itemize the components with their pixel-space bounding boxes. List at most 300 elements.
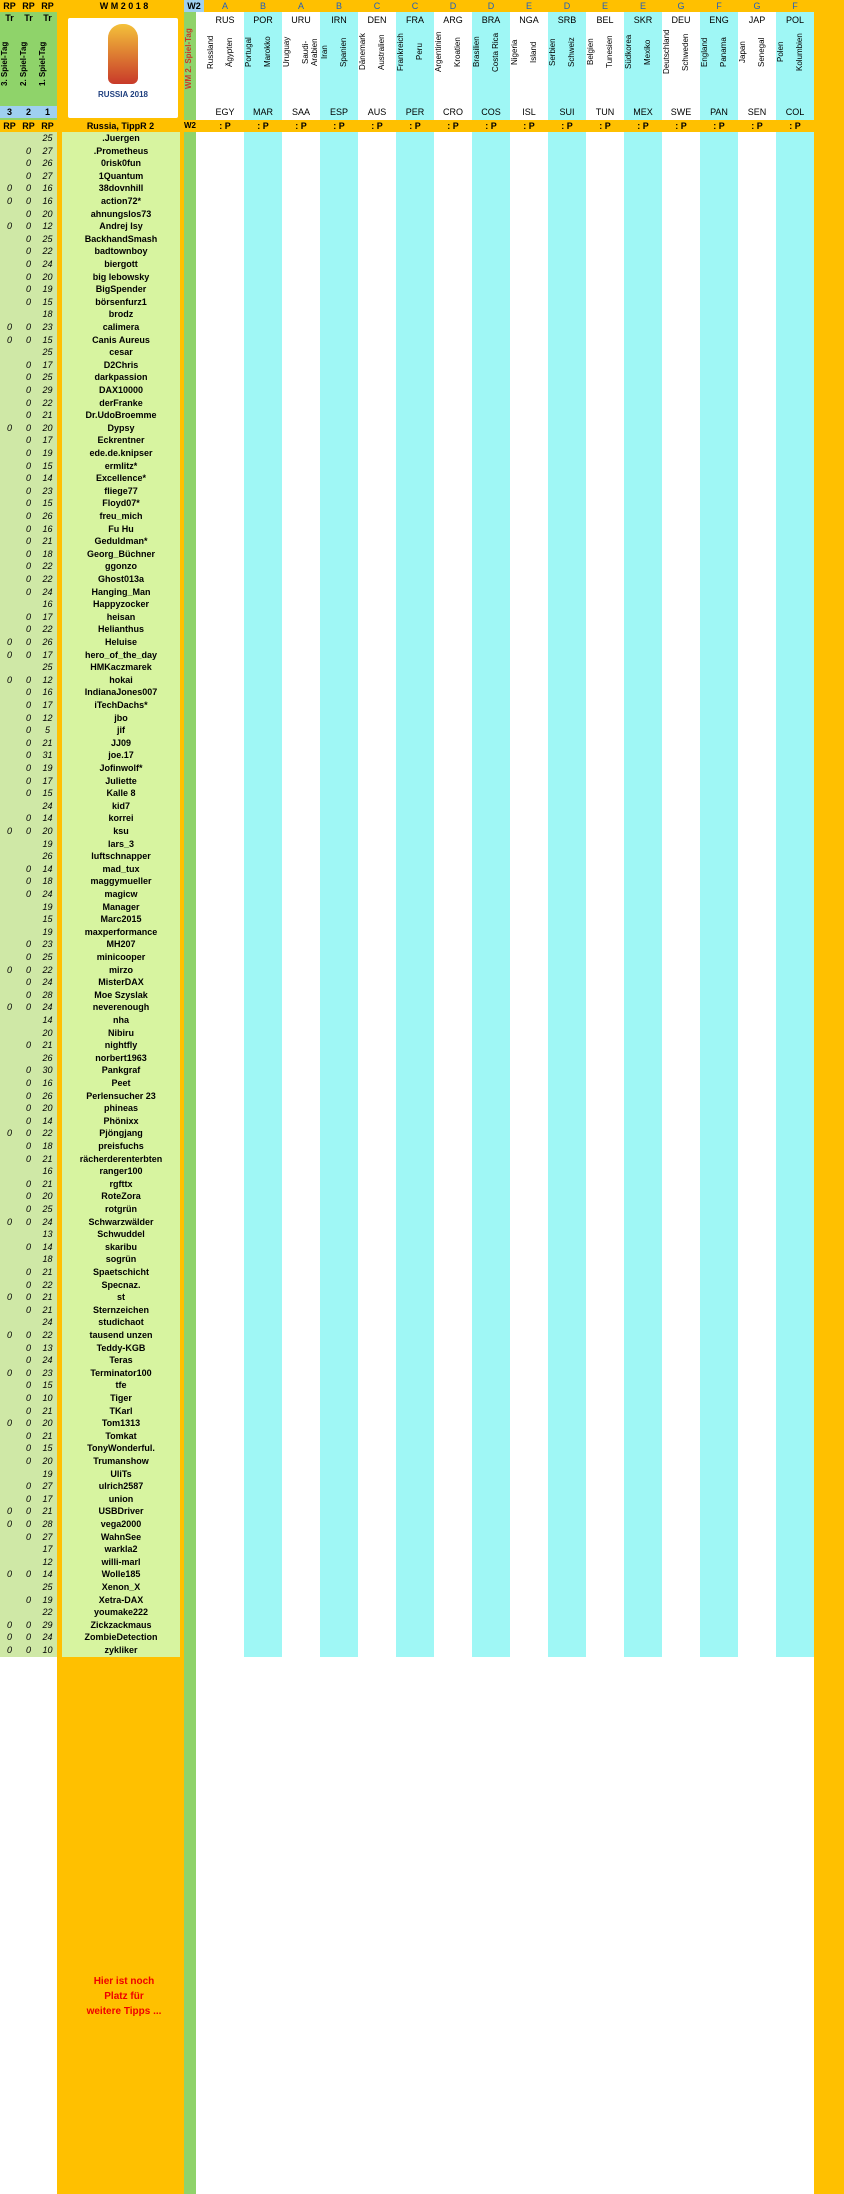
tipp-cell (434, 661, 472, 674)
player-name[interactable]: Tom1313 (62, 1417, 180, 1430)
tipp-cell (510, 384, 548, 397)
player-name[interactable]: rotgrün (62, 1203, 180, 1216)
player-name[interactable]: ahnungslos73 (62, 208, 180, 221)
player-name[interactable]: Hanging_Man (62, 586, 180, 599)
player-name[interactable]: JJ09 (62, 737, 180, 750)
rp-value: 18 (42, 1141, 53, 1151)
tipp-cell (548, 1329, 586, 1342)
player-name[interactable]: luftschnapper (62, 850, 180, 863)
tipp-cell (206, 1644, 244, 1657)
player-name[interactable]: zykliker (62, 1644, 180, 1657)
player-name[interactable]: Pjöngjang (62, 1127, 180, 1140)
w2-cell (184, 749, 196, 762)
rp-value: 0 (25, 952, 31, 962)
tipp-cell (662, 1379, 700, 1392)
w2-cell (184, 1090, 196, 1103)
tipp-cell (206, 296, 244, 309)
tipp-cell (358, 964, 396, 977)
player-name[interactable]: Geduldman* (62, 535, 180, 548)
tipp-cell (434, 611, 472, 624)
tipp-cell (662, 1253, 700, 1266)
player-name[interactable]: Xenon_X (62, 1581, 180, 1594)
w2-cell (184, 1468, 196, 1481)
tipp-cell (700, 409, 738, 422)
player-name[interactable]: Canis Aureus (62, 334, 180, 347)
player-name[interactable]: Pankgraf (62, 1064, 180, 1077)
tipp-cell (510, 1140, 548, 1153)
player-name[interactable]: Juliette (62, 775, 180, 788)
player-name[interactable]: ermlitz* (62, 460, 180, 473)
player-name[interactable]: 38dovnhill (62, 182, 180, 195)
tipp-cell (510, 157, 548, 170)
rp-value (0, 611, 19, 624)
tipp-cell (776, 1518, 814, 1531)
rp-value: 0 (25, 259, 31, 269)
tipp-cell (510, 1417, 548, 1430)
player-name[interactable]: Helianthus (62, 623, 180, 636)
tipp-cell (548, 208, 586, 221)
player-name[interactable]: jbo (62, 712, 180, 725)
tipp-cell (548, 611, 586, 624)
tipp-cell (586, 485, 624, 498)
tipp-cell (206, 1165, 244, 1178)
player-name[interactable]: willi-marl (62, 1556, 180, 1569)
tipp-cell (548, 699, 586, 712)
tipp-cell (434, 220, 472, 233)
rp-value: 26 (42, 158, 53, 169)
tipp-cell (396, 245, 434, 258)
player-name[interactable]: Manager (62, 901, 180, 914)
tipp-cell (738, 1178, 776, 1191)
player-name[interactable]: rgfttx (62, 1178, 180, 1191)
tipp-cell (510, 195, 548, 208)
player-name[interactable]: Zickzackmaus (62, 1619, 180, 1632)
player-name[interactable]: nightfly (62, 1039, 180, 1052)
player-name[interactable]: sogrün (62, 1253, 180, 1266)
player-name[interactable]: IndianaJones007 (62, 686, 180, 699)
tipp-cell (510, 283, 548, 296)
player-name[interactable]: Floyd07* (62, 497, 180, 510)
player-name[interactable]: Wolle185 (62, 1568, 180, 1581)
player-name[interactable]: Jofinwolf* (62, 762, 180, 775)
player-name[interactable]: Marc2015 (62, 913, 180, 926)
player-name[interactable]: Excellence* (62, 472, 180, 485)
tipp-cell (434, 1216, 472, 1229)
tipp-cell (776, 1090, 814, 1103)
tipp-cell (548, 913, 586, 926)
player-name[interactable]: hero_of_the_day (62, 649, 180, 662)
player-name[interactable]: Dypsy (62, 422, 180, 435)
rp-value: 24 (42, 586, 53, 597)
player-name[interactable]: TonyWonderful. (62, 1442, 180, 1455)
tipp-cell (586, 334, 624, 347)
tipp-cell (624, 220, 662, 233)
player-name[interactable]: joe.17 (62, 749, 180, 762)
tipp-cell (700, 1014, 738, 1027)
tipp-cell (396, 1505, 434, 1518)
player-name[interactable]: big lebowsky (62, 271, 180, 284)
tipp-cell (244, 586, 282, 599)
player-name[interactable]: Kalle 8 (62, 787, 180, 800)
player-name[interactable]: norbert1963 (62, 1052, 180, 1065)
tipp-cell (206, 1342, 244, 1355)
player-name[interactable]: ZombieDetection (62, 1631, 180, 1644)
player-name[interactable]: USBDriver (62, 1505, 180, 1518)
player-name[interactable]: ranger100 (62, 1165, 180, 1178)
player-name[interactable]: darkpassion (62, 371, 180, 384)
tipp-cell (510, 1379, 548, 1392)
tipp-cell (320, 611, 358, 624)
tipp-cell (282, 901, 320, 914)
tipp-cell (472, 964, 510, 977)
player-name[interactable]: DAX10000 (62, 384, 180, 397)
player-name[interactable]: Trumanshow (62, 1455, 180, 1468)
player-name[interactable]: nha (62, 1014, 180, 1027)
tipp-cell (320, 283, 358, 296)
player-name[interactable]: Terminator100 (62, 1367, 180, 1380)
tipp-cell (282, 712, 320, 725)
tipp-cell (396, 1266, 434, 1279)
tipp-cell (396, 1316, 434, 1329)
player-name[interactable]: Xetra-DAX (62, 1594, 180, 1607)
tipp-cell (282, 208, 320, 221)
rp-value (0, 460, 19, 473)
player-name[interactable]: Tomkat (62, 1430, 180, 1443)
tipp-cell (434, 296, 472, 309)
player-name[interactable]: Georg_Büchner (62, 548, 180, 561)
rp-value (19, 1581, 38, 1594)
tipp-cell (244, 737, 282, 750)
tipp-cell (206, 497, 244, 510)
player-name[interactable]: korrei (62, 812, 180, 825)
tipp-cell (776, 1493, 814, 1506)
player-name[interactable]: phineas (62, 1102, 180, 1115)
player-name[interactable]: ksu (62, 825, 180, 838)
tipp-cell (320, 296, 358, 309)
tipp-cell (776, 409, 814, 422)
tipp-cell (320, 434, 358, 447)
tipp-cell (434, 346, 472, 359)
tipp-cell (244, 548, 282, 561)
tipp-cell (548, 1581, 586, 1594)
tipp-cell (624, 1354, 662, 1367)
tipp-cell (510, 447, 548, 460)
tipp-cell (282, 182, 320, 195)
player-name[interactable]: biergott (62, 258, 180, 271)
tipp-cell (586, 749, 624, 762)
player-name[interactable]: brodz (62, 308, 180, 321)
tipp-cell (624, 497, 662, 510)
tipp-cell (624, 1480, 662, 1493)
tipp-cell (586, 1455, 624, 1468)
tipp-cell (396, 1417, 434, 1430)
tipp-cell (206, 535, 244, 548)
tipp-cell (662, 132, 700, 145)
w2-cell (184, 1493, 196, 1506)
player-name[interactable]: skaribu (62, 1241, 180, 1254)
tipp-cell (434, 409, 472, 422)
tipp-cell (396, 510, 434, 523)
tipp-cell (472, 699, 510, 712)
tipp-cell (548, 1291, 586, 1304)
player-name[interactable]: TKarl (62, 1405, 180, 1418)
tipp-cell (206, 245, 244, 258)
player-name[interactable]: WahnSee (62, 1531, 180, 1544)
player-name[interactable]: magicw (62, 888, 180, 901)
player-name[interactable]: Andrej Isy (62, 220, 180, 233)
player-name[interactable]: .Juergen (62, 132, 180, 145)
tipp-cell (472, 1216, 510, 1229)
tipp-cell (738, 434, 776, 447)
player-name[interactable]: D2Chris (62, 359, 180, 372)
player-name[interactable]: freu_mich (62, 510, 180, 523)
tipp-cell (320, 334, 358, 347)
player-name[interactable]: cesar (62, 346, 180, 359)
tipp-cell (700, 1291, 738, 1304)
tipp-cell (358, 1379, 396, 1392)
rp-value: 22 (42, 561, 53, 572)
player-name[interactable]: neverenough (62, 1001, 180, 1014)
player-name[interactable]: warkla2 (62, 1543, 180, 1556)
w2-cell (184, 686, 196, 699)
player-name[interactable]: Nibiru (62, 1027, 180, 1040)
tipp-cell (700, 1644, 738, 1657)
tipp-cell (586, 850, 624, 863)
tipp-cell (434, 1291, 472, 1304)
player-name[interactable]: Fu Hu (62, 523, 180, 536)
tipp-cell (358, 598, 396, 611)
player-name[interactable]: mirzo (62, 964, 180, 977)
tipp-cell (510, 321, 548, 334)
player-name[interactable]: Sternzeichen (62, 1304, 180, 1317)
player-name[interactable]: Peet (62, 1077, 180, 1090)
player-name[interactable]: Eckrentner (62, 434, 180, 447)
rp-value: 0 (25, 586, 31, 597)
player-name[interactable]: Heluise (62, 636, 180, 649)
tipp-cell (320, 762, 358, 775)
rp-value (0, 1468, 19, 1481)
rp-value: 24 (42, 1002, 53, 1013)
subheader-tipp: : P (561, 121, 573, 131)
player-name[interactable]: RoteZora (62, 1190, 180, 1203)
player-name[interactable]: ulrich2587 (62, 1480, 180, 1493)
player-name[interactable]: Teddy-KGB (62, 1342, 180, 1355)
player-name[interactable]: iTechDachs* (62, 699, 180, 712)
tipp-cell (776, 989, 814, 1002)
tipp-cell (472, 636, 510, 649)
tipp-cell (396, 913, 434, 926)
player-name[interactable]: maggymueller (62, 875, 180, 888)
tipp-cell (700, 434, 738, 447)
tipp-cell (434, 636, 472, 649)
player-name[interactable]: 1Quantum (62, 170, 180, 183)
tipp-cell (472, 523, 510, 536)
tipp-cell (206, 1077, 244, 1090)
player-name[interactable]: BigSpender (62, 283, 180, 296)
tipp-cell (320, 1417, 358, 1430)
player-name[interactable]: MisterDAX (62, 976, 180, 989)
rp-value: 19 (42, 448, 53, 458)
away-team-name: Marokko (263, 36, 272, 68)
rp-value (0, 712, 19, 725)
player-name[interactable]: kid7 (62, 800, 180, 813)
player-name[interactable]: Moe Szyslak (62, 989, 180, 1002)
player-name[interactable]: Dr.UdoBroemme (62, 409, 180, 422)
rp-value: 18 (42, 309, 53, 320)
tipp-cell (548, 523, 586, 536)
player-name[interactable]: Schwarzwälder (62, 1216, 180, 1229)
tipp-cell (244, 523, 282, 536)
tipp-cell (586, 1518, 624, 1531)
player-name[interactable]: Teras (62, 1354, 180, 1367)
rp-value: 25 (42, 1204, 53, 1214)
player-name[interactable]: Spaetschicht (62, 1266, 180, 1279)
player-name[interactable]: Tiger (62, 1392, 180, 1405)
tipp-cell (396, 1329, 434, 1342)
tipp-cell (358, 749, 396, 762)
player-name[interactable]: mad_tux (62, 863, 180, 876)
tipp-cell (700, 1102, 738, 1115)
tipp-cell (434, 1619, 472, 1632)
tipp-cell (700, 724, 738, 737)
tipp-cell (244, 636, 282, 649)
tipp-cell (700, 1455, 738, 1468)
player-name[interactable]: börsenfurz1 (62, 296, 180, 309)
w2-cell (184, 548, 196, 561)
player-name[interactable]: Phönixx (62, 1115, 180, 1128)
tipp-cell (738, 1631, 776, 1644)
tipp-cell (358, 334, 396, 347)
tipp-cell (624, 586, 662, 599)
player-name[interactable]: preisfuchs (62, 1140, 180, 1153)
tipp-cell (662, 510, 700, 523)
player-name[interactable]: tfe (62, 1379, 180, 1392)
player-name[interactable]: ggonzo (62, 560, 180, 573)
player-name[interactable]: rächerderenterbten (62, 1153, 180, 1166)
player-name[interactable]: union (62, 1493, 180, 1506)
tipp-cell (282, 1253, 320, 1266)
tipp-cell (738, 346, 776, 359)
tipp-cell (548, 749, 586, 762)
player-name[interactable]: fliege77 (62, 485, 180, 498)
tipp-cell (358, 1253, 396, 1266)
tipp-cell (738, 1027, 776, 1040)
tipp-cell (776, 283, 814, 296)
player-name[interactable]: tausend unzen (62, 1329, 180, 1342)
player-name[interactable]: Schwuddel (62, 1228, 180, 1241)
tipp-cell (434, 699, 472, 712)
tipp-cell (700, 1556, 738, 1569)
tipp-cell (244, 800, 282, 813)
tipp-cell (472, 1543, 510, 1556)
player-name[interactable]: ede.de.knipser (62, 447, 180, 460)
player-name[interactable]: action72* (62, 195, 180, 208)
tipp-cell (282, 283, 320, 296)
home-team-code: SKR (633, 15, 653, 25)
tipp-cell (434, 888, 472, 901)
player-name[interactable]: derFranke (62, 397, 180, 410)
tipp-cell (472, 1304, 510, 1317)
player-name[interactable]: UliTs (62, 1468, 180, 1481)
player-name[interactable]: badtownboy (62, 245, 180, 258)
tipp-cell (206, 1619, 244, 1632)
rp-value: 0 (6, 1506, 12, 1517)
tipp-cell (586, 1291, 624, 1304)
player-name[interactable]: maxperformance (62, 926, 180, 939)
rp-value: 21 (42, 536, 53, 547)
tipp-cell (700, 737, 738, 750)
rp-value: 13 (42, 1342, 53, 1353)
tipp-cell (738, 1379, 776, 1392)
tipp-cell (434, 1556, 472, 1569)
tipp-cell (472, 825, 510, 838)
away-team-code: ESP (329, 107, 348, 117)
tipp-cell (510, 397, 548, 410)
tipp-cell (662, 1203, 700, 1216)
group-letter: B (259, 1, 266, 11)
player-name[interactable]: 0risk0fun (62, 157, 180, 170)
player-name[interactable]: vega2000 (62, 1518, 180, 1531)
tipp-cell (662, 636, 700, 649)
player-name[interactable]: heisan (62, 611, 180, 624)
tipp-cell (510, 334, 548, 347)
tipp-cell (320, 1216, 358, 1229)
w2-cell (184, 573, 196, 586)
player-name[interactable]: Specnaz. (62, 1279, 180, 1292)
tipp-cell (662, 1291, 700, 1304)
rp-value (0, 863, 19, 876)
tipp-cell (206, 1631, 244, 1644)
rp-value (0, 1543, 19, 1556)
tipp-cell (472, 447, 510, 460)
player-name[interactable]: .Prometheus (62, 145, 180, 158)
tipp-cell (510, 737, 548, 750)
player-name[interactable]: Happyzocker (62, 598, 180, 611)
tipp-cell (586, 1631, 624, 1644)
player-name[interactable]: MH207 (62, 938, 180, 951)
tipp-cell (396, 170, 434, 183)
player-name[interactable]: studichaot (62, 1316, 180, 1329)
rp-value: 21 (42, 1405, 53, 1416)
home-team-code: BEL (596, 15, 614, 25)
player-name[interactable]: st (62, 1291, 180, 1304)
player-name[interactable]: hokai (62, 674, 180, 687)
rp-value: 19 (42, 763, 53, 773)
rp-value: 0 (6, 649, 12, 660)
tipp-cell (282, 485, 320, 498)
player-name[interactable]: Ghost013a (62, 573, 180, 586)
player-name[interactable]: jif (62, 724, 180, 737)
player-name[interactable]: youmake222 (62, 1606, 180, 1619)
rp-value: 26 (42, 851, 53, 862)
tipp-cell (548, 598, 586, 611)
player-name[interactable]: BackhandSmash (62, 233, 180, 246)
player-name[interactable]: lars_3 (62, 838, 180, 851)
home-team-code: DEU (671, 15, 691, 25)
player-name[interactable]: minicooper (62, 951, 180, 964)
player-name[interactable]: HMKaczmarek (62, 661, 180, 674)
tipp-cell (548, 1140, 586, 1153)
tipp-cell (586, 1052, 624, 1065)
rp-value: 17 (42, 1544, 53, 1555)
tipp-cell (738, 1216, 776, 1229)
player-name[interactable]: calimera (62, 321, 180, 334)
tipp-cell (472, 1468, 510, 1481)
player-name[interactable]: Perlensucher 23 (62, 1090, 180, 1103)
tipp-cell (396, 838, 434, 851)
tipp-cell (738, 976, 776, 989)
tipp-cell (548, 989, 586, 1002)
